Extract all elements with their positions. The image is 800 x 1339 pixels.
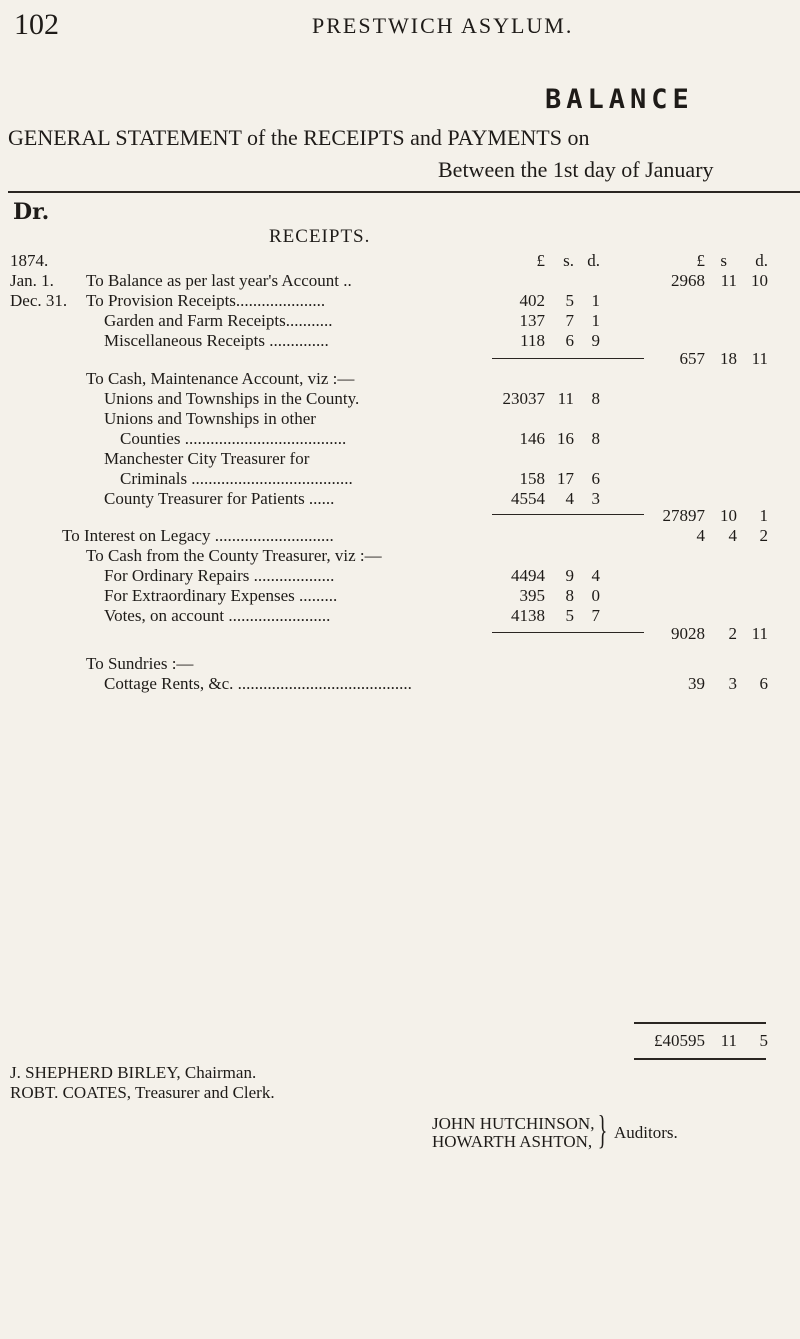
county-total-pounds: 9028 (671, 624, 705, 643)
maintenance-item-pounds: 23037 (502, 389, 545, 408)
provision-date: Dec. 31. (10, 291, 68, 310)
maintenance-item-label: Manchester City Treasurer for (104, 449, 310, 468)
sundries-pounds: 39 (688, 674, 705, 693)
auditors-brace: } (597, 1107, 608, 1152)
subtotal-rule (492, 514, 644, 515)
sundries-label: To Sundries :— (86, 654, 194, 673)
county-item-pence: 0 (591, 586, 600, 605)
maintenance-item-pence: 6 (591, 469, 600, 488)
county-item-shillings: 5 (565, 606, 574, 625)
legacy-pounds: 4 (696, 526, 705, 545)
col-shillings2: s (720, 251, 727, 270)
maintenance-item-shillings: 11 (557, 389, 574, 408)
maintenance-item-label-cont: Counties ...................................... (120, 429, 347, 448)
running-head: PRESTWICH ASYLUM. (312, 13, 574, 38)
sundries-shillings: 3 (728, 674, 737, 693)
maintenance-item-shillings: 17 (557, 469, 574, 488)
subtotal-rule (492, 632, 644, 633)
county-item-shillings: 9 (565, 566, 574, 585)
maintenance-item-pounds: 4554 (511, 489, 545, 508)
county-item-label: Votes, on account ........................ (104, 606, 331, 625)
maintenance-total-pounds: 27897 (662, 506, 705, 525)
statement-period: Between the 1st day of January (438, 157, 714, 182)
maintenance-item-pounds: 146 (519, 429, 545, 448)
garden-item-pence: 1 (591, 311, 600, 330)
col-pounds: £ (536, 251, 545, 270)
legacy-pence: 2 (759, 526, 768, 545)
county-item-pence: 4 (591, 566, 600, 585)
grand-total-rule-bottom (634, 1058, 766, 1060)
header-rule (8, 191, 800, 193)
maintenance-item-shillings: 16 (557, 429, 574, 448)
maintenance-item-shillings: 4 (565, 489, 574, 508)
maintenance-item-label: Unions and Townships in other (104, 409, 316, 428)
garden-item-shillings: 7 (565, 311, 574, 330)
maintenance-item-pence: 8 (591, 429, 600, 448)
dr-mark: Dr. (13, 199, 50, 225)
provision-item-shillings: 5 (565, 291, 574, 310)
maintenance-item-pence: 8 (591, 389, 600, 408)
provision-total-shillings: 18 (720, 349, 737, 368)
misc-item-pounds: 118 (520, 331, 545, 350)
sundries-pence: 6 (759, 674, 768, 693)
auditor-name: JOHN HUTCHINSON, (432, 1114, 595, 1133)
county-item-pounds: 4494 (511, 566, 545, 585)
auditors-title: Auditors. (614, 1123, 678, 1142)
year-label: 1874. (10, 251, 49, 270)
misc-item-label: Miscellaneous Receipts .............. (104, 331, 329, 350)
provision-item-pence: 1 (591, 291, 600, 310)
balance-label: To Balance as per last year's Account .. (86, 271, 352, 290)
maintenance-label: To Cash, Maintenance Account, viz :— (86, 369, 355, 388)
maintenance-total-pence: 1 (759, 506, 768, 525)
balance-pence: 10 (751, 271, 768, 290)
county-item-shillings: 8 (565, 586, 574, 605)
provision-total-pounds: 657 (679, 349, 705, 368)
misc-item-shillings: 6 (565, 331, 574, 350)
auditor-name: HOWARTH ASHTON, (432, 1132, 593, 1151)
county-item-pence: 7 (591, 606, 600, 625)
col-pence2: d. (755, 251, 768, 270)
legacy-shillings: 4 (728, 526, 737, 545)
county-item-label: For Extraordinary Expenses ......... (104, 586, 338, 605)
county-item-pounds: 395 (519, 586, 545, 605)
sundries-item-label: Cottage Rents, &c. ......................................... (104, 674, 412, 693)
col-pounds2: £ (696, 251, 705, 270)
garden-item-pounds: 137 (519, 311, 545, 330)
maintenance-item-label: County Treasurer for Patients ...... (104, 489, 335, 508)
provision-item-label: To Provision Receipts..................... (86, 291, 326, 310)
garden-item-label: Garden and Farm Receipts........... (104, 311, 333, 330)
legacy-label: To Interest on Legacy ............................ (62, 526, 334, 545)
grand-total-shillings: 11 (720, 1031, 737, 1050)
county-total-pence: 11 (751, 624, 768, 643)
balance-date: Jan. 1. (10, 271, 54, 290)
maintenance-item-pence: 3 (591, 489, 600, 508)
maintenance-item-label: Unions and Townships in the County. (104, 389, 360, 408)
county-item-label: For Ordinary Repairs ................... (104, 566, 335, 585)
page-number: 102 (14, 8, 59, 41)
chairman-signature: J. SHEPHERD BIRLEY, Chairman. (10, 1063, 257, 1082)
col-shillings: s. (563, 251, 574, 270)
misc-item-pence: 9 (591, 331, 600, 350)
maintenance-item-label-cont: Criminals ...................................... (120, 469, 353, 488)
grand-total-pounds: £40595 (654, 1031, 705, 1050)
maintenance-item-pounds: 158 (519, 469, 545, 488)
county-item-pounds: 4138 (511, 606, 545, 625)
col-pence: d. (587, 251, 600, 270)
grand-total-rule-top (634, 1022, 766, 1024)
maintenance-total-shillings: 10 (720, 506, 737, 525)
county-total-shillings: 2 (728, 624, 737, 643)
receipts-title: RECEIPTS. (269, 226, 371, 247)
provision-item-pounds: 402 (519, 291, 545, 310)
balance-shillings: 11 (720, 271, 737, 290)
balance-pounds: 2968 (671, 271, 705, 290)
grand-total-pence: 5 (759, 1031, 768, 1050)
subtotal-rule (492, 358, 644, 359)
treasurer-signature: ROBT. COATES, Treasurer and Clerk. (10, 1083, 275, 1102)
statement-subtitle: GENERAL STATEMENT of the RECEIPTS and PAYMENTS on (8, 125, 590, 150)
provision-total-pence: 11 (751, 349, 768, 368)
balance-title: BALANCE (545, 84, 694, 115)
county-cash-label: To Cash from the County Treasurer, viz :— (86, 546, 382, 565)
